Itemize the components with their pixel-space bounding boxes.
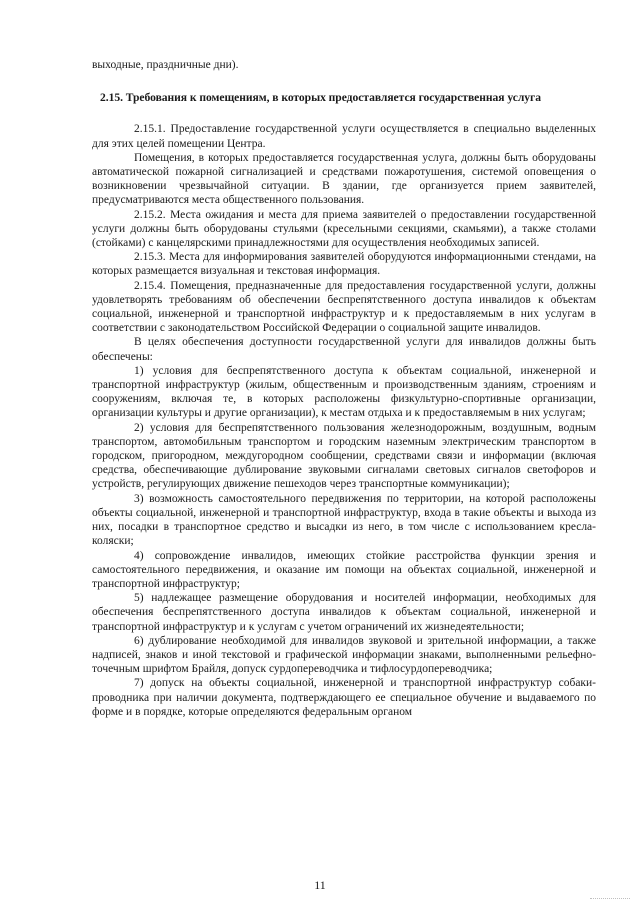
paragraph-2-15-2: 2.15.2. Места ожидания и места для приема заявителей о предоставлении государственной услуги должны быть оборудованы стульями (кресельными секциями, скамьями), а также столами (стойками) с канцелярскими принадлежностями для осуществления необходимых записей. xyxy=(92,208,596,250)
paragraph-2-15-3: 2.15.3. Места для информирования заявителей оборудуются информационными стендами, на которых размещается визуальная и текстовая информация. xyxy=(92,251,596,278)
list-item-4: 4) сопровождение инвалидов, имеющих стойкие расстройства функции зрения и самостоятельного передвижения, и оказание им помощи на объектах социальной, инженерной и транспортной инфраструктур; xyxy=(92,549,596,590)
paragraph-2-15-4: 2.15.4. Помещения, предназначенные для предоставления государственной услуги, должны удовлетворять требованиям об обеспечении беспрепятственного доступа инвалидов к объектам социальной, инженерной и транспортной инфраструктур и к предоставляемым в них услугам в соответствии с законодательством Российской Федерации о социальной защите инвалидов. xyxy=(92,279,596,335)
list-item-3: 3) возможность самостоятельного передвижения по территории, на которой расположены объекты социальной, инженерной и транспортной инфраструктур, входа в такие объекты и выхода из них, посадки в транспортное средство и высадки из него, в том числе с использованием кресла-коляски; xyxy=(92,492,596,548)
scan-artifact xyxy=(590,898,630,901)
page-number: 11 xyxy=(314,878,326,892)
section-heading: 2.15. Требования к помещениям, в которых предоставляется государственная услуга xyxy=(100,91,541,105)
paragraph-premises: Помещения, в которых предоставляется государственная услуга, должны быть оборудованы автоматической пожарной сигнализацией и средствами пожаротушения, системой оповещения о возникновении чрезвычайной ситуации. В здании, где организуется прием заявителей, предусматриваются места общественного пользования. xyxy=(92,151,596,207)
paragraph-2-15-1: 2.15.1. Предоставление государственной услуги осуществляется в специально выделенных для этих целей помещении Центра. xyxy=(92,123,596,150)
carry-over-text: выходные, праздничные дни). xyxy=(92,59,239,71)
list-item-2: 2) условия для беспрепятственного пользования железнодорожным, воздушным, водным транспортом, автомобильным транспортом и городским наземным электрическим транспортом в городском, пригородном, междугородном сообщении, средствами связи и информации (включая средства, обеспечивающие дублирование звуковыми сигналами световых сигналов светофоров и устройств, регулирующих движение пешеходов через транспортные коммуникации); xyxy=(92,421,596,491)
paragraph-accessibility-intro: В целях обеспечения доступности государственной услуги для инвалидов должны быть обеспечены: xyxy=(92,336,596,363)
list-item-5: 5) надлежащее размещение оборудования и носителей информации, необходимых для обеспечения беспрепятственного доступа инвалидов к объектам социальной, инженерной и транспортной инфраструктур и к услугам с учетом ограничений их жизнедеятельности; xyxy=(92,592,596,633)
list-item-1: 1) условия для беспрепятственного доступа к объектам социальной, инженерной и транспортной инфраструктур (жилым, общественным и производственным зданиям, строениям и сооружениям, включая те, в которых расположены физкультурно-спортивные организации, организации культуры и другие организации), к местам отдыха и к предоставляемым в них услугам; xyxy=(92,364,596,420)
list-item-7: 7) допуск на объекты социальной, инженерной и транспортной инфраструктур собаки-проводника при наличии документа, подтверждающего ее специальное обучение и выдаваемого по форме и в порядке, которые определяются федеральным органом xyxy=(92,677,596,718)
document-body xyxy=(92,58,596,719)
list-item-6: 6) дублирование необходимой для инвалидов звуковой и зрительной информации, а также надписей, знаков и иной текстовой и графической информации знаками, выполненными рельефно-точечным шрифтом Брайля, допуск сурдопереводчика и тифлосурдопереводчика; xyxy=(92,634,596,676)
